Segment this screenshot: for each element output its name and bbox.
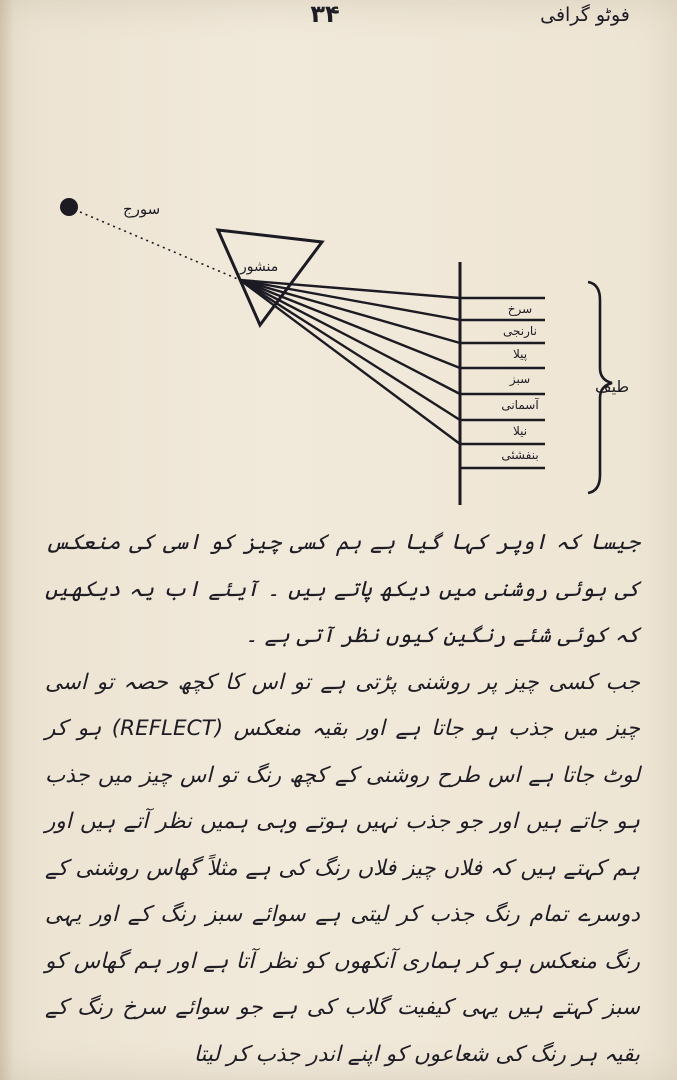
page-header	[0, 0, 677, 30]
spectrum-label: طیف	[595, 377, 630, 396]
body-text	[45, 520, 640, 1078]
band-label-violet: بنفشئی	[501, 448, 539, 462]
page-number: ۳۴	[310, 0, 340, 28]
diagram-drawing	[40, 180, 640, 510]
band-label-sky-blue: آسمانی	[501, 398, 539, 412]
prism-shape	[218, 230, 322, 325]
band-label-red: سرخ	[507, 302, 533, 316]
band-label-orange: نارنجی	[503, 324, 537, 338]
band-label-yellow: پیلا	[512, 347, 528, 361]
running-head: فوٹو گرافی	[540, 4, 630, 26]
band-label-indigo: نیلا	[512, 424, 528, 438]
prism-spectrum-diagram	[40, 180, 640, 510]
sun-ray	[80, 212, 240, 280]
prism-label: منشور	[240, 259, 279, 275]
paragraph-2: جب کسی چیز پر روشنی پڑتی ہے تو اس کا کچھ حصہ تو اسی چیز میں جذب ہو جاتا ہے اور بقیہ منعکس (REFLECT) ہو کر لوٹ جاتا ہے اس طرح روشنی کے کچھ رنگ تو اس چیز میں جذب ہو جاتے ہیں اور جو جذب نہیں ہوتے وہی ہمیں نظر آتے ہیں اور ہم کہتے ہیں کہ فلاں چیز فلاں رنگ کی ہے مثلاً گھاس روشنی کے دوسرے تمام رنگ جذب کر لیتی ہے سوائے سبز رنگ کے اور یہی رنگ منعکس ہو کر ہماری آنکھوں کو نظر آتا ہے اور ہم گھاس کو سبز کہتے ہیں یہی کیفیت گلاب کی ہے جو سوائے سرخ رنگ کے بقیہ ہر رنگ کی شعاعوں کو اپنے اندر جذب کر لیتا	[45, 669, 641, 1067]
paragraph-1: جیسا کہ اوپر کہا گیا ہے ہم کسی چیز کو اسی کی منعکس کی ہوئی روشنی میں دیکھ پاتے ہیں ۔ آیئے اب یہ دیکھیں کہ کوئی شئے رنگین کیوں نظر آتی ہے ۔	[45, 530, 640, 648]
sun-label: سورج	[123, 200, 161, 218]
band-label-green: سبز	[509, 372, 531, 386]
dispersed-rays	[240, 280, 460, 444]
sun-icon	[60, 198, 78, 216]
